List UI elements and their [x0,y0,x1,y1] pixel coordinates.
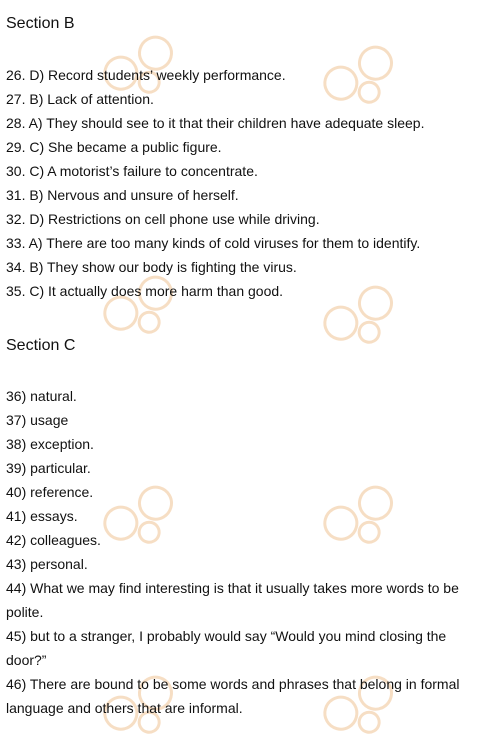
answer-item: 39) particular. [6,460,91,476]
answer-item: 35. C) It actually does more harm than good. [6,283,284,299]
answer-item: 29. C) She became a public figure. [6,139,222,155]
answer-item: 42) colleagues. [6,532,101,548]
section-b-answer-list [6,63,486,303]
answer-item: 37) usage [6,412,69,428]
answer-item: 34. B) They show our body is fighting the virus. [6,259,297,275]
answer-item: 44) What we may find interesting is that it usually takes more words to be polite. [6,580,459,620]
answer-item: 26. D) Record students’ weekly performance. [6,67,286,83]
answer-item: 30. C) A motorist’s failure to concentrate. [6,163,258,179]
answer-item: 46) There are bound to be some words and phrases that belong in formal language and others that are informal. [6,676,460,716]
answer-item: 45) but to a stranger, I probably would say “Would you mind closing the door?” [6,628,447,668]
answer-item: 32. D) Restrictions on cell phone use while driving. [6,211,320,227]
answer-item: 27. B) Lack of attention. [6,91,154,107]
answer-item: 38) exception. [6,436,94,452]
section-c-answer-list [6,384,486,720]
answer-item: 33. A) There are too many kinds of cold viruses for them to identify. [6,235,421,251]
answer-item: 40) reference. [6,484,94,500]
answer-item: 41) essays. [6,508,78,524]
answer-item: 31. B) Nervous and unsure of herself. [6,187,239,203]
answer-item: 28. A) They should see to it that their children have adequate sleep. [6,115,425,131]
answer-item: 43) personal. [6,556,88,572]
answer-item: 36) natural. [6,388,77,404]
section-c-heading: Section C [6,337,76,354]
section-b-heading: Section B [6,15,75,32]
